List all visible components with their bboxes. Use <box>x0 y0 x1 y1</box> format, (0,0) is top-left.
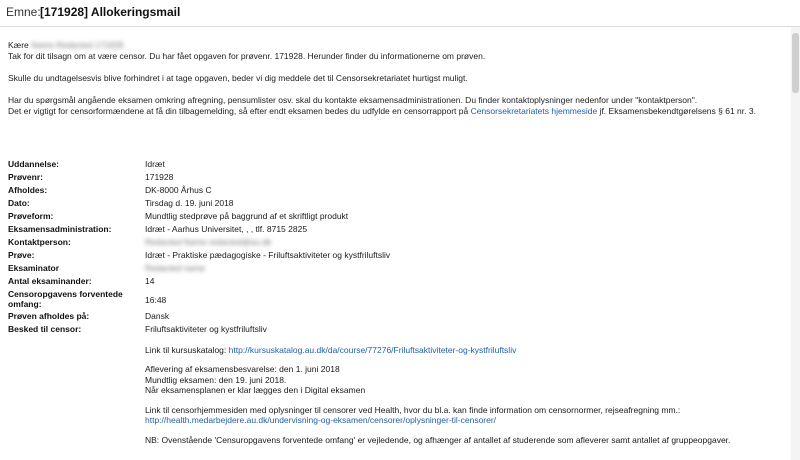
field-label: Prøvenr: <box>8 172 43 182</box>
field-label: Dato: <box>8 198 30 208</box>
table-row <box>8 172 788 185</box>
questions-paragraph: Har du spørgsmål angående eksamen omkring afregning, pensumlister osv. skal du kontakte eksamensadministrationen. Du finder kontaktoplysninger nedenfor under "kontaktperson". <box>8 95 698 105</box>
table-row <box>8 159 788 172</box>
examiner-redacted: Redacted name <box>145 263 206 273</box>
greeting-word: Kære <box>8 40 29 50</box>
field-label: Uddannelse: <box>8 159 60 169</box>
field-label: Prøveform: <box>8 211 54 221</box>
deadline-paragraph <box>8 106 788 117</box>
table-row <box>8 237 788 250</box>
field-value: Idræt <box>145 159 165 169</box>
table-row <box>8 198 788 211</box>
date-line-3: Når eksamensplanen er klar lægges den i Digital eksamen <box>145 385 366 395</box>
table-row <box>8 224 788 237</box>
catalog-line <box>145 345 788 356</box>
scrollbar-thumb[interactable] <box>792 33 799 93</box>
vertical-scrollbar[interactable] <box>791 27 800 460</box>
table-row <box>8 263 788 276</box>
field-label: Kontaktperson: <box>8 237 71 247</box>
table-row <box>8 311 788 324</box>
field-value: Dansk <box>145 311 170 321</box>
field-value: Tirsdag d. 19. juni 2018 <box>145 198 234 208</box>
subject-label: Emne: <box>6 5 41 19</box>
message-to-censor <box>145 324 788 445</box>
field-value: 16:48 <box>145 295 167 305</box>
table-row <box>8 276 788 289</box>
nb-note: NB: Ovenstående 'Censuropgavens forventede omfang' er vejledende, og afhænger af antallet af studerende som afleverer samt antallet af gruppeopgaver. <box>145 434 731 445</box>
intro-paragraph: Tak for dit tilsagn om at være censor. Du har fået opgaven for prøvenr. 171928. Herunder finder du informationerne om prøven. <box>8 51 486 61</box>
field-value: DK-8000 Århus C <box>145 185 212 195</box>
censor-info-link[interactable]: http://health.medarbejdere.au.dk/undervisning-og-eksamen/censorer/oplysninger-til-censorer/ <box>145 415 497 425</box>
mail-body <box>8 40 788 117</box>
exam-info-table <box>8 159 788 445</box>
table-row <box>8 324 788 445</box>
field-label: Afholdes: <box>8 185 48 195</box>
date-line-2: Mundtlig eksamen: den 19. juni 2018. <box>145 374 287 385</box>
table-row <box>8 211 788 224</box>
recipient-name-redacted: Name Redacted 171928 <box>31 40 124 50</box>
field-label: Prøven afholdes på: <box>8 311 90 321</box>
field-label: Besked til censor: <box>8 324 82 334</box>
field-label: Eksaminator <box>8 263 60 273</box>
course-catalog-link[interactable]: http://kursuskatalog.au.dk/da/course/77276/Friluftsaktiviteter-og-kystfriluftsliv <box>228 344 517 355</box>
field-value: Idræt - Praktiske pædagogiske - Friluftsaktiviteter og kystfriluftsliv <box>145 250 391 260</box>
hindrance-paragraph: Skulle du undtagelsesvis blive forhindret i at tage opgaven, beder vi dig meddele det til Censorsekretariatet hurtigst muligt. <box>8 73 468 83</box>
deadline-text-after: jf. Eksamensbekendtgørelsens § 61 nr. 3. <box>597 106 756 116</box>
field-label: Eksamensadministration: <box>8 224 112 234</box>
table-row <box>8 250 788 263</box>
field-label: Censoropgavens forventede omfang: <box>8 289 123 309</box>
field-value: Idræt - Aarhus Universitet, , , tlf. 8715 2825 <box>145 224 308 234</box>
message-subject: Friluftsaktiviteter og kystfriluftsliv <box>145 324 267 334</box>
censor-secretariat-link[interactable]: Censorsekretariatets hjemmeside <box>470 106 598 116</box>
censor-link-line <box>145 415 788 426</box>
table-row <box>8 289 788 311</box>
contact-person-redacted: Redacted Name redacted@au.dk <box>145 237 272 247</box>
subject-bar <box>0 0 800 27</box>
field-value: Mundtlig stedprøve på baggrund af et skriftligt produkt <box>145 211 349 221</box>
field-value: 14 <box>145 276 155 286</box>
catalog-label: Link til kursuskatalog: <box>145 344 229 355</box>
censor-info-text: Link til censorhjemmesiden med oplysninger til censorer ved Health, hvor du bl.a. kan finde information om censornormer, rejseafregning mm.: <box>145 404 681 415</box>
greeting <box>8 40 788 51</box>
subject-value: [171928] Allokeringsmail <box>40 5 181 19</box>
date-line-1: Aflevering af eksamensbesvarelse: den 1. juni 2018 <box>145 364 340 374</box>
field-label: Prøve: <box>8 250 35 260</box>
deadline-text-before: Det er vigtigt for censorformændene at få din tilbagemelding, så efter endt eksamen bedes du udfylde en censorrapport på <box>8 106 471 116</box>
field-value: 171928 <box>145 172 174 182</box>
table-row <box>8 185 788 198</box>
field-label: Antal eksaminander: <box>8 276 92 286</box>
